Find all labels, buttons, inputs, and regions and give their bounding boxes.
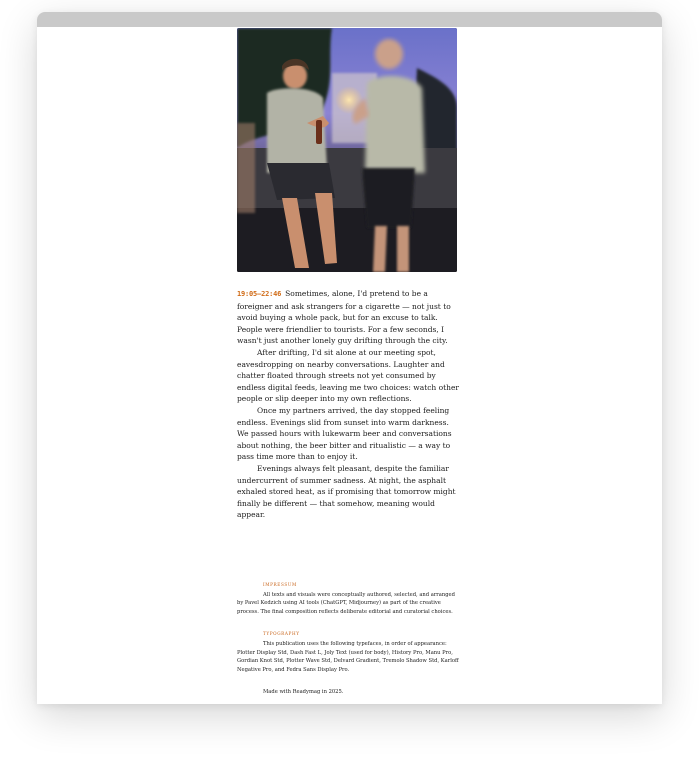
typography-heading: TYPOGRAPHY bbox=[263, 631, 300, 637]
story-paragraph-1-text: Sometimes, alone, I'd pretend to be a foreigner and ask strangers for a cigarette — not just to avoid buying a whole pack, but for an excuse to talk. People were friendlier to tourists. For a few seconds, I wasn't just another lonely guy drifting through the city. bbox=[237, 289, 451, 346]
story-paragraph-1 bbox=[237, 288, 459, 347]
page-content[interactable] bbox=[37, 27, 662, 704]
evening-photo bbox=[237, 28, 457, 272]
typography-text: This publication uses the following typefaces, in order of appearance: Plotter Display Std, Dash Fast L, Joly Text (used for body), History Pro, Manu Pro, Gordian Knot Std, Plotter Wave Std, Delvard Gradient, Tremolo Shadow Std, Karloff Negative Pro, and Fedra Sans Display Pro. bbox=[237, 640, 459, 673]
impressum-heading: IMPRESSUM bbox=[263, 582, 297, 587]
story-paragraph-2: After drifting, I'd sit alone at our meeting spot, eavesdropping on nearby conversations. Laughter and chatter floated through streets not yet consumed by endless digital feeds, leaving me two choices: watch other people or slip deeper into my own reflections. bbox=[237, 347, 460, 404]
time-range: 19:05–22:46 bbox=[237, 290, 282, 298]
made-with-note[interactable]: Made with Readymag in 2025. bbox=[263, 689, 344, 696]
colophon bbox=[237, 581, 459, 697]
impressum-text: All texts and visuals were conceptually authored, selected, and arranged by Pavel Kedzich using AI tools (ChatGPT, Midjourney) as part of the creative process. The final composition reflects deliberate editorial and curatorial choices. bbox=[237, 591, 455, 615]
story-paragraph-3: Once my partners arrived, the day stopped feeling endless. Evenings slid from sunset into warm darkness. We passed hours with lukewarm beer and conversations about nothing, the beer bitter and ritualistic — a way to pass time more than to enjoy it. bbox=[237, 405, 452, 462]
story-text bbox=[237, 288, 459, 521]
typography-section bbox=[237, 630, 459, 674]
browser-window bbox=[37, 12, 662, 704]
window-top-bar bbox=[37, 12, 662, 27]
story-paragraph-4: Evenings always felt pleasant, despite the familiar undercurrent of summer sadness. At night, the asphalt exhaled stored heat, as if promising that tomorrow might finally be different — that somehow, meaning would appear. bbox=[237, 463, 456, 520]
impressum-section bbox=[237, 581, 459, 616]
photo-illustration bbox=[237, 28, 457, 272]
